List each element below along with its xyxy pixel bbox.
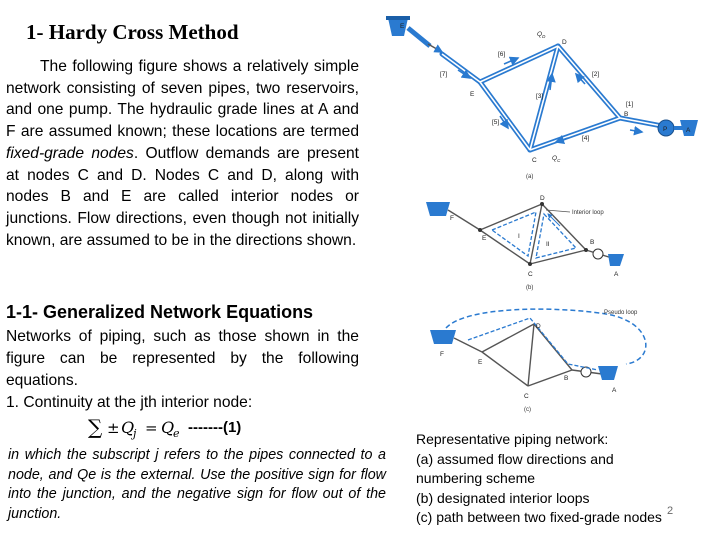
node-label-d: D bbox=[562, 39, 567, 46]
node-label-a: A bbox=[686, 127, 691, 134]
node-label-a: A bbox=[612, 387, 617, 394]
page-title: 1- Hardy Cross Method bbox=[26, 20, 239, 44]
network-figure-c bbox=[426, 300, 672, 416]
section-paragraph: Networks of piping, such as those shown in the figure can be represented by the following equations. bbox=[6, 328, 359, 389]
pipe-inlet bbox=[408, 28, 430, 46]
equation-plus-minus: ± bbox=[107, 419, 120, 437]
loop-label-ii: II bbox=[546, 241, 550, 248]
node-label-b: B bbox=[564, 375, 569, 382]
note-paragraph: in which the subscript j refers to the pipes connected to a node, and Qe is the external. Use the positive sign for flow into the junction, and the negative sign for flow out of the junction. bbox=[8, 447, 386, 523]
node-label-p: P bbox=[663, 126, 668, 133]
node-label-c: C bbox=[532, 157, 537, 164]
intro-text-1: The following figure shows a relatively simple network consisting of seven pipes, two reservoirs, and one pump. The hydraulic grade lines at A and F are assumed known; these locations are termed bbox=[6, 58, 359, 141]
reservoir-f bbox=[426, 202, 450, 216]
pipe-number-3: [3] bbox=[536, 93, 544, 100]
node-label-d: D bbox=[540, 195, 545, 202]
node-label-c: C bbox=[528, 271, 533, 278]
equation-equals: = bbox=[145, 419, 158, 437]
reservoir-a-c bbox=[598, 366, 618, 380]
node-label-b: B bbox=[590, 239, 595, 246]
pipe-number-7: [7] bbox=[440, 71, 448, 78]
caption-line: (a) assumed flow directions and bbox=[416, 450, 614, 467]
reservoir-a-b bbox=[608, 254, 624, 266]
pipe-network bbox=[442, 46, 662, 150]
junction-b bbox=[584, 248, 588, 252]
equation-subscript-e: e bbox=[173, 427, 180, 440]
caption-line: Representative piping network: bbox=[416, 431, 609, 447]
pipe-number-6: [6] bbox=[498, 51, 506, 58]
valve-e bbox=[428, 44, 442, 52]
list-item-continuity: 1. Continuity at the jth interior node: bbox=[6, 394, 253, 411]
equation-q: Q bbox=[121, 418, 135, 437]
interior-loop-ii bbox=[536, 214, 576, 258]
loop-label-i: I bbox=[518, 233, 520, 240]
section-heading: 1-1- Generalized Network Equations bbox=[6, 302, 314, 322]
intro-paragraph bbox=[6, 56, 359, 251]
reservoir-f bbox=[430, 330, 456, 344]
equation-q-e: Q bbox=[161, 418, 175, 437]
node-label-e: E bbox=[482, 235, 487, 242]
outflow-label-qc: $Q_C$ bbox=[552, 155, 561, 163]
intro-text-2: . Outflow demands are present at nodes C and D. Nodes C and D, along with nodes B and E are called interior nodes or junctions. Flow directions, even though not initially known, are assumed to be in the directions shown. bbox=[6, 144, 359, 249]
node-label-d: D bbox=[536, 323, 541, 330]
junction-c bbox=[528, 262, 532, 266]
figure-a-label: (a) bbox=[526, 174, 534, 180]
figure-c-label: (c) bbox=[524, 407, 531, 413]
section-body bbox=[6, 326, 359, 414]
node-label-a: A bbox=[614, 271, 619, 278]
junction-d bbox=[540, 202, 544, 206]
pseudo-loop-label: Pseudo loop bbox=[604, 310, 638, 316]
interior-loop-i bbox=[492, 212, 536, 256]
pipe-number-2: [2] bbox=[592, 71, 600, 78]
reservoir-e bbox=[388, 18, 408, 36]
node-label-b: B bbox=[624, 111, 629, 118]
caption-line: numbering scheme bbox=[416, 470, 536, 486]
figure-b-label: (b) bbox=[526, 285, 534, 291]
caption-line: (c) path between two fixed-grade nodes bbox=[416, 509, 662, 525]
caption-line: (b) designated interior loops bbox=[416, 489, 590, 506]
node-label-f: F bbox=[440, 351, 444, 358]
network-figure-b bbox=[420, 192, 660, 292]
pseudo-loop-network-path bbox=[468, 318, 598, 370]
reservoir-e-rim bbox=[386, 16, 410, 20]
node-label-e-reservoir: E bbox=[400, 23, 405, 30]
interior-loop-label: Interior loop bbox=[572, 210, 604, 216]
pipe-number-4: [4] bbox=[582, 135, 590, 142]
pump-b bbox=[593, 249, 603, 259]
node-label-f: F bbox=[450, 215, 454, 222]
equation-sigma: ∑ bbox=[88, 415, 103, 439]
pipe-number-1: [1] bbox=[626, 101, 634, 108]
node-label-e: E bbox=[470, 91, 475, 98]
continuity-equation bbox=[88, 414, 288, 444]
network-figure-a bbox=[380, 12, 700, 190]
node-label-e: E bbox=[478, 359, 483, 366]
equation-subscript-j: j bbox=[133, 427, 137, 440]
pipe-number-5: [5] bbox=[492, 119, 500, 126]
outflow-label-qd: $Q_D$ bbox=[537, 31, 546, 39]
pipe-network-c bbox=[454, 324, 602, 386]
page-number: 2 bbox=[667, 505, 674, 517]
intro-italic-term: fixed-grade nodes bbox=[6, 144, 134, 162]
equation-number: -------(1) bbox=[188, 419, 242, 436]
node-label-c: C bbox=[524, 393, 529, 400]
junction-e bbox=[478, 228, 482, 232]
